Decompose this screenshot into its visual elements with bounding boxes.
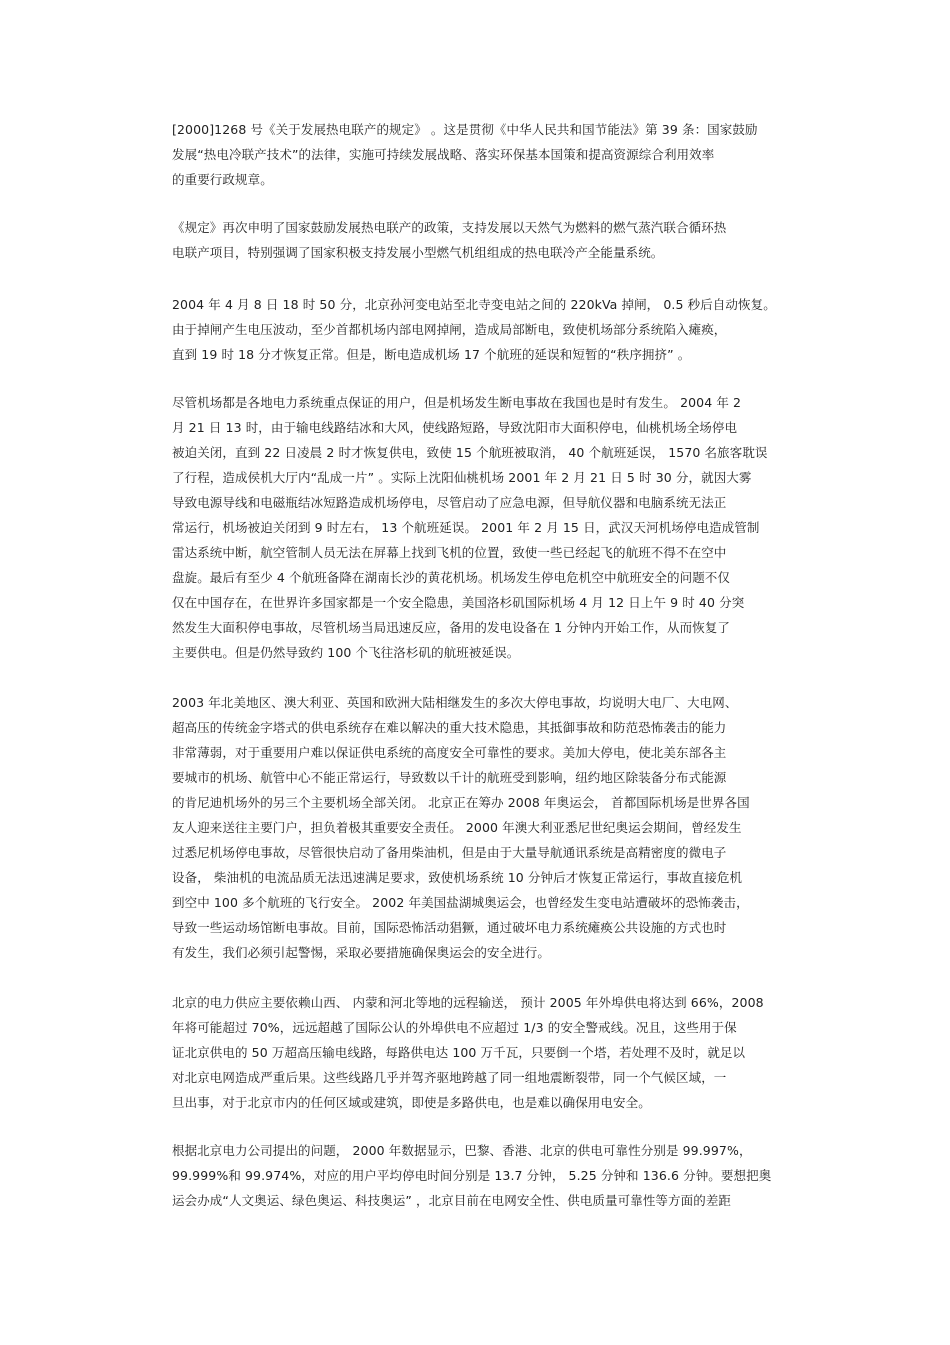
text-line: 根据北京电力公司提出的问题， 2000 年数据显示，巴黎、香港、北京的供电可靠性分别是 99.997%， xyxy=(172,1143,752,1158)
text-line: 2003 年北美地区、澳大利亚、英国和欧洲大陆相继发生的多次大停电事故，均说明大电厂、大电网、 xyxy=(172,695,738,710)
text-line: 北京的电力供应主要依赖山西、 内蒙和河北等地的远程输送， 预计 2005 年外埠供电将达到 66%，2008 xyxy=(172,995,764,1010)
paragraph-2004-outage xyxy=(172,292,822,367)
text-line: 旦出事，对于北京市内的任何区域或建筑，即使是多路供电，也是难以确保用电安全。 xyxy=(172,1095,651,1110)
text-line: 直到 19 时 18 分才恢复正常。但是，断电造成机场 17 个航班的延误和短暂的“秩序拥挤” 。 xyxy=(172,347,691,362)
paragraph-2003-blackouts xyxy=(172,690,822,965)
paragraph-regulation-intro xyxy=(172,117,822,192)
text-line: [2000]1268 号《关于发展热电联产的规定》 。这是贯彻《中华人民共和国节能法》第 39 条：国家鼓励 xyxy=(172,122,758,137)
text-line: 尽管机场都是各地电力系统重点保证的用户，但是机场发生断电事故在我国也是时有发生。 2004 年 2 xyxy=(172,395,742,410)
text-line: 超高压的传统金字塔式的供电系统存在难以解决的重大技术隐患，其抵御事故和防范恐怖袭击的能力 xyxy=(172,720,727,735)
text-line: 的重要行政规章。 xyxy=(172,172,273,187)
text-line: 导致一些运动场馆断电事故。目前，国际恐怖活动猖獗，通过破坏电力系统瘫痪公共设施的方式也时 xyxy=(172,920,727,935)
paragraph-regulation-policy xyxy=(172,215,822,265)
text-line: 雷达系统中断，航空管制人员无法在屏幕上找到飞机的位置，致使一些已经起飞的航班不得不在空中 xyxy=(172,545,727,560)
text-line: 了行程，造成侯机大厅内“乱成一片” 。实际上沈阳仙桃机场 2001 年 2 月 21 日 5 时 30 分，就因大雾 xyxy=(172,470,752,485)
text-line: 对北京电网造成严重后果。这些线路几乎并驾齐驱地跨越了同一组地震断裂带，同一个气候区域，一 xyxy=(172,1070,727,1085)
text-line: 常运行，机场被迫关闭到 9 时左右， 13 个航班延误。 2001 年 2 月 15 日，武汉天河机场停电造成管制 xyxy=(172,520,760,535)
text-line: 过悉尼机场停电事故，尽管很快启动了备用柴油机，但是由于大量导航通讯系统是高精密度的微电子 xyxy=(172,845,727,860)
text-line: 要城市的机场、航管中心不能正常运行，导致数以千计的航班受到影响，纽约地区除装备分布式能源 xyxy=(172,770,727,785)
text-line: 到空中 100 多个航班的飞行安全。 2002 年美国盐湖城奥运会，也曾经发生变电站遭破坏的恐怖袭击， xyxy=(172,895,749,910)
text-line: 有发生，我们必须引起警惕，采取必要措施确保奥运会的安全进行。 xyxy=(172,945,551,960)
paragraph-airport-outages xyxy=(172,390,822,665)
paragraph-beijing-power-supply xyxy=(172,990,822,1115)
text-line: 导致电源导线和电磁瓶结冰短路造成机场停电，尽管启动了应急电源，但导航仪器和电脑系统无法正 xyxy=(172,495,727,510)
text-line: 盘旋。最后有至少 4 个航班备降在湖南长沙的黄花机场。机场发生停电危机空中航班安全的问题不仅 xyxy=(172,570,731,585)
text-line: 的肯尼迪机场外的另三个主要机场全部关闭。 北京正在筹办 2008 年奥运会， 首都国际机场是世界各国 xyxy=(172,795,750,810)
text-line: 电联产项目，特别强调了国家积极支持发展小型燃气机组组成的热电联冷产全能量系统。 xyxy=(172,245,664,260)
paragraph-reliability-comparison xyxy=(172,1138,822,1213)
text-line: 年将可能超过 70%，远远超越了国际公认的外埠供电不应超过 1/3 的安全警戒线。况且，这些用于保 xyxy=(172,1020,737,1035)
text-line: 证北京供电的 50 万超高压输电线路，每路供电达 100 万千瓦，只要倒一个塔，若处理不及时，就足以 xyxy=(172,1045,746,1060)
text-line: 《规定》再次申明了国家鼓励发展热电联产的政策，支持发展以天然气为燃料的燃气蒸汽联合循环热 xyxy=(172,220,727,235)
text-line: 然发生大面积停电事故，尽管机场当局迅速反应，备用的发电设备在 1 分钟内开始工作，从而恢复了 xyxy=(172,620,731,635)
text-line: 由于掉闸产生电压波动，至少首都机场内部电网掉闸，造成局部断电，致使机场部分系统陷入瘫痪， xyxy=(172,322,727,337)
text-line: 主要供电。但是仍然导致约 100 个飞往洛杉矶的航班被延误。 xyxy=(172,645,520,660)
text-line: 运会办成“人文奥运、绿色奥运、科技奥运” ，北京目前在电网安全性、供电质量可靠性等方面的差距 xyxy=(172,1193,732,1208)
text-line: 仅在中国存在，在世界许多国家都是一个安全隐患，美国洛杉矶国际机场 4 月 12 日上午 9 时 40 分突 xyxy=(172,595,745,610)
text-line: 非常薄弱，对于重要用户难以保证供电系统的高度安全可靠性的要求。美加大停电，使北美东部各主 xyxy=(172,745,727,760)
text-line: 2004 年 4 月 8 日 18 时 50 分，北京孙河变电站至北寺变电站之间的 220kVa 掉闸， 0.5 秒后自动恢复。 xyxy=(172,297,776,312)
text-line: 月 21 日 13 时，由于输电线路结冰和大风，使线路短路，导致沈阳市大面积停电，仙桃机场全场停电 xyxy=(172,420,738,435)
text-line: 设备， 柴油机的电流品质无法迅速满足要求，致使机场系统 10 分钟后才恢复正常运行，事故直接危机 xyxy=(172,870,743,885)
text-line: 发展“热电冷联产技术”的法律，实施可持续发展战略、落实环保基本国策和提高资源综合利用效率 xyxy=(172,147,715,162)
text-line: 友人迎来送往主要门户，担负着极其重要安全责任。 2000 年澳大利亚悉尼世纪奥运会期间，曾经发生 xyxy=(172,820,742,835)
text-line: 99.999%和 99.974%，对应的用户平均停电时间分别是 13.7 分钟， 5.25 分钟和 136.6 分钟。要想把奥 xyxy=(172,1168,772,1183)
text-line: 被迫关闭，直到 22 日凌晨 2 时才恢复供电，致使 15 个航班被取消， 40 个航班延误， 1570 名旅客耽误 xyxy=(172,445,768,460)
